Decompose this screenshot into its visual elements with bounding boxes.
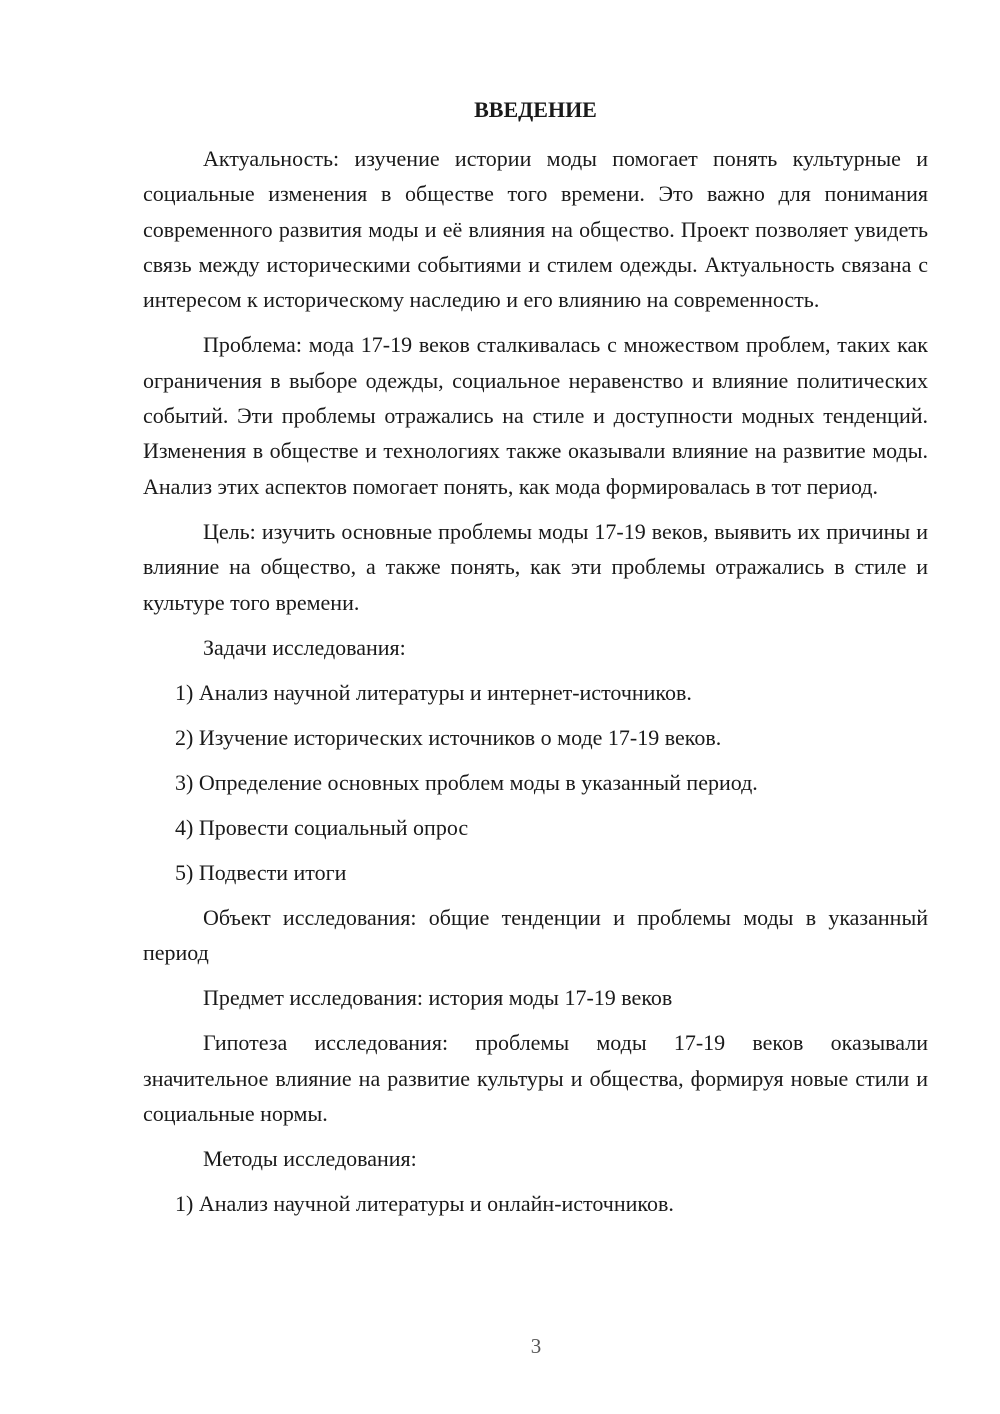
document-page: [143, 92, 928, 1231]
methods-heading: Методы исследования:: [203, 1146, 417, 1172]
method-item-1: 1) Анализ научной литературы и онлайн-источников.: [175, 1191, 674, 1217]
page-number: 3: [530, 1334, 542, 1358]
section-title: ВВЕДЕНИЕ: [474, 97, 597, 122]
tasks-heading: Задачи исследования:: [203, 634, 406, 660]
subject-line: Предмет исследования: история моды 17-19 веков: [203, 985, 673, 1011]
relevance-paragraph: Актуальность: изучение истории моды помогает понять культурные и социальные изменения в обществе того времени. Это важно для понимания современного развития моды и её влияния на общество. Проект позволяет увидеть связь между историческими событиями и стилем одежды. Актуальность связана с интересом к историческому наследию и его влиянию на современность.: [143, 146, 928, 313]
task-item-3: 3) Определение основных проблем моды в указанный период.: [175, 769, 758, 795]
goal-paragraph: Цель: изучить основные проблемы моды 17-19 веков, выявить их причины и влияние на общество, а также понять, как эти проблемы отражались в стиле и культуре того времени.: [143, 518, 928, 615]
task-item-4: 4) Провести социальный опрос: [175, 814, 469, 840]
hypothesis-paragraph: Гипотеза исследования: проблемы моды 17-19 веков оказывали значительное влияние на развитие культуры и общества, формируя новые стили и социальные нормы.: [143, 1030, 928, 1127]
problem-paragraph: Проблема: мода 17-19 веков сталкивалась с множеством проблем, таких как ограничения в выборе одежды, социальное неравенство и влияние политических событий. Эти проблемы отражались на стиле и доступности модных тенденций. Изменения в обществе и технологиях также оказывали влияние на развитие моды. Анализ этих аспектов помогает понять, как мода формировалась в тот период.: [143, 332, 928, 499]
task-item-5: 5) Подвести итоги: [175, 859, 347, 885]
object-paragraph: Объект исследования: общие тенденции и проблемы моды в указанный период: [143, 904, 928, 966]
task-item-1: 1) Анализ научной литературы и интернет-источников.: [175, 679, 692, 705]
task-item-2: 2) Изучение исторических источников о моде 17-19 веков.: [175, 724, 722, 750]
